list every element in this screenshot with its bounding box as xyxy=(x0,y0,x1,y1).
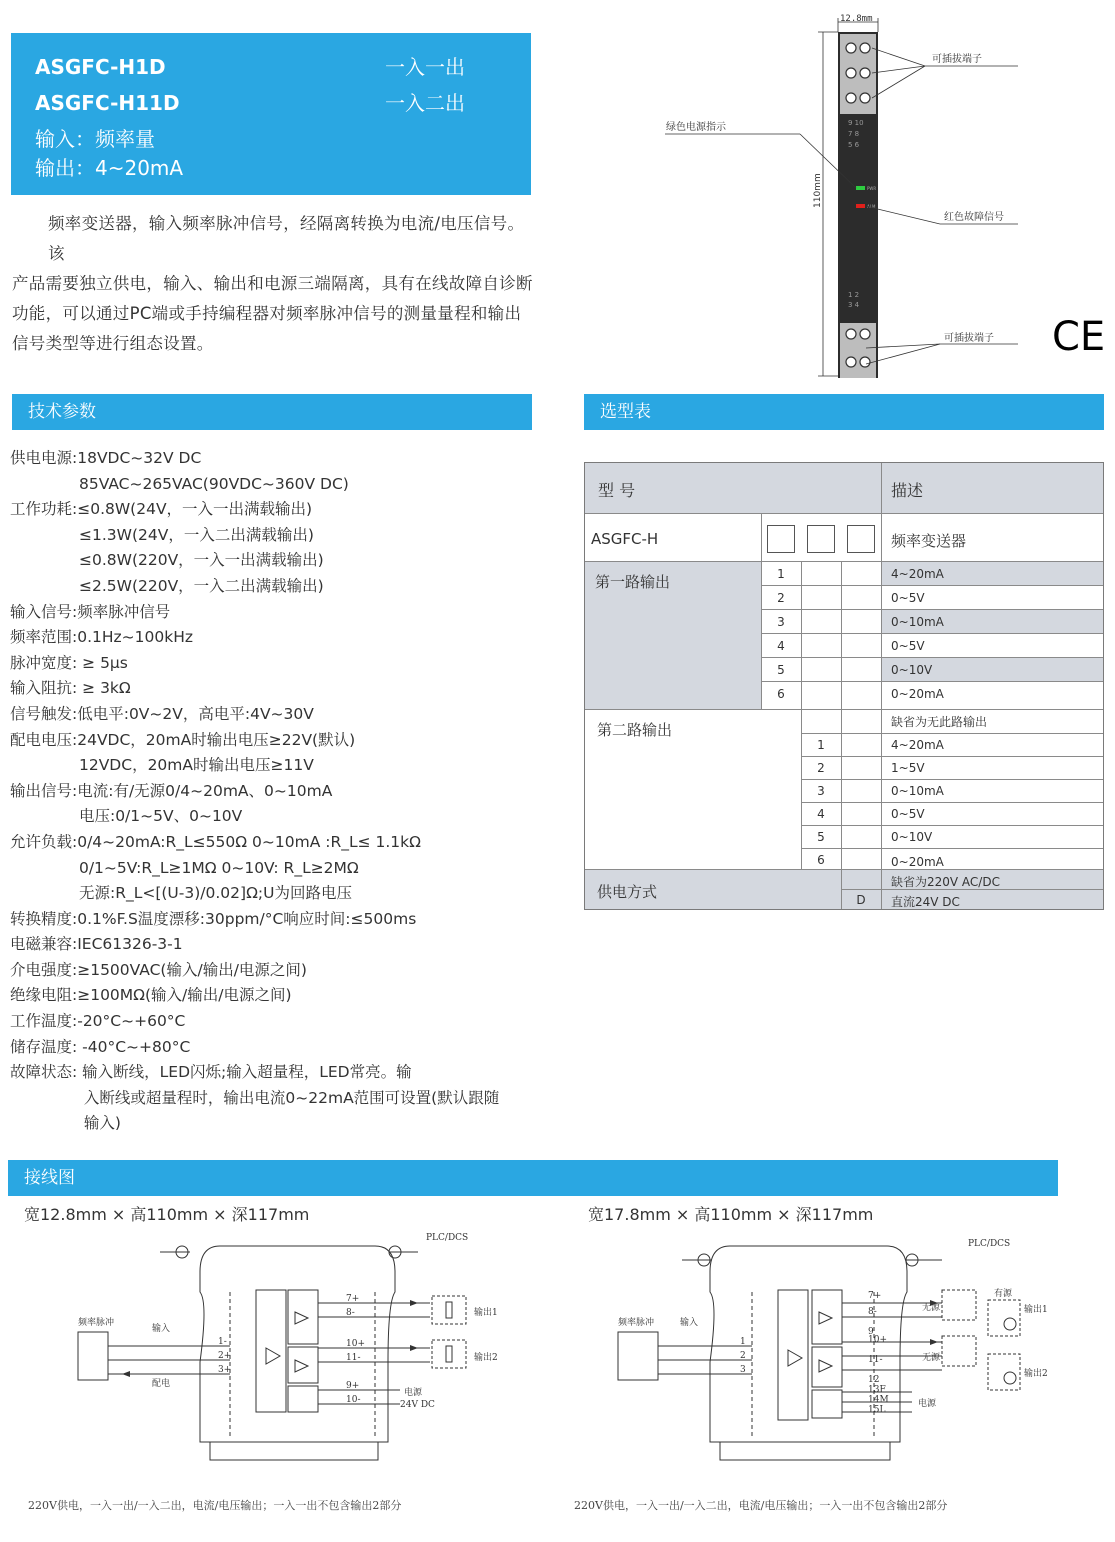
terminal-label: 14M xyxy=(868,1395,889,1405)
out2-desc: 0~20mA xyxy=(891,855,944,869)
out2-label: 第二路输出 xyxy=(597,721,673,739)
base-model: ASGFC-H xyxy=(591,530,659,548)
out1-desc: 4~20mA xyxy=(891,567,944,581)
out1-code: 2 xyxy=(777,591,785,605)
red-led-label: 红色故障信号 xyxy=(944,212,1004,223)
spec-line: ≤2.5W(220V，一入二出满载输出) xyxy=(10,576,324,595)
out2-code: 3 xyxy=(817,784,825,798)
terminal-label: 7+ xyxy=(868,1291,882,1301)
terminal-label: 8- xyxy=(868,1307,877,1317)
out1-code: 3 xyxy=(777,615,785,629)
terminal-numbers: 7 8 xyxy=(848,130,860,138)
out1-desc: 0~5V xyxy=(891,591,925,605)
terminal-label: 2 xyxy=(740,1351,746,1361)
model-h1d: ASGFC-H1D xyxy=(35,55,166,79)
left-footnote: 220V供电，一入一出/一入二出，电流/电压输出；一入一出不包含输出2部分 xyxy=(28,1499,402,1512)
passive-label: 无源 xyxy=(922,1303,941,1313)
power-label: 供电方式 xyxy=(597,883,658,901)
active-label: 有源 xyxy=(994,1289,1013,1299)
power-default: 缺省为220V AC/DC xyxy=(891,875,1000,889)
spec-line: 入断线或超量程时，输出电流0~22mA范围可设置(默认跟随 xyxy=(10,1088,500,1107)
terminal-label: 12 xyxy=(868,1375,880,1385)
model-h11d: ASGFC-H11D xyxy=(35,91,180,115)
out1-code: 1 xyxy=(777,567,785,581)
out1-code: 5 xyxy=(777,663,785,677)
red-led xyxy=(856,204,865,208)
left-dimensions: 宽12.8mm × 高110mm × 深117mm xyxy=(24,1205,310,1224)
terminal-label: 1- xyxy=(218,1337,227,1347)
terminal-numbers: 9 10 xyxy=(848,119,864,127)
spec-line: ≤0.8W(220V，一入一出满载输出) xyxy=(10,551,324,570)
spec-line: 输出信号:电流:有/无源0/4~20mA、0~10mA xyxy=(10,781,333,800)
input-type: 输入：频率量 xyxy=(35,127,155,151)
output2-label: 输出2 xyxy=(1024,1369,1048,1379)
terminal-numbers: 5 6 xyxy=(848,141,860,149)
out1-desc: 0~10V xyxy=(891,663,933,677)
spec-line: 无源:R_L<[(U-3)/0.02]Ω;U为回路电压 xyxy=(10,884,352,903)
terminal-label: 9 xyxy=(868,1327,874,1337)
alm-led-label: ALM xyxy=(867,204,876,209)
intro-line: 信号类型等进行组态设置。 xyxy=(12,334,214,353)
right-footnote: 220V供电，一入一出/一入二出，电流/电压输出；一入一出不包含输出2部分 xyxy=(574,1499,948,1512)
freq-pulse-label: 频率脉冲 xyxy=(618,1318,655,1328)
out2-desc: 0~10V xyxy=(891,830,933,844)
code-box xyxy=(767,525,795,553)
terminal-label: 9+ xyxy=(346,1381,360,1391)
ce-mark: CE xyxy=(1052,314,1106,360)
spec-line: 故障状态: 输入断线，LED闪烁;输入超量程，LED常亮。输 xyxy=(10,1063,412,1082)
out1-desc: 0~10mA xyxy=(891,615,944,629)
code-box xyxy=(847,525,875,553)
spec-line: 信号触发:低电平:0V~2V，高电平:4V~30V xyxy=(10,704,314,723)
device-height-label: 110mm xyxy=(813,173,823,208)
pluggable-terminal-top-label: 可插拔端子 xyxy=(932,54,982,65)
spec-line: 工作功耗:≤0.8W(24V，一入一出满载输出) xyxy=(10,500,313,519)
intro-paragraph xyxy=(12,209,537,359)
spec-line: 输入阻抗: ≥ 3kΩ xyxy=(10,679,131,698)
spec-line: 电压:0/1~5V、0~10V xyxy=(10,807,243,826)
power-dist-label: 配电 xyxy=(152,1379,171,1389)
spec-line: 储存温度: -40°C~+80°C xyxy=(10,1037,191,1056)
pluggable-terminal-bottom-label: 可插拔端子 xyxy=(944,333,994,344)
out2-default: 缺省为无此路输出 xyxy=(891,715,988,729)
out2-code: 2 xyxy=(817,761,825,775)
tech-specs xyxy=(10,446,545,1137)
base-desc: 频率变送器 xyxy=(891,532,967,550)
terminal-label: 10+ xyxy=(346,1339,365,1349)
terminal-numbers: 1 2 xyxy=(848,291,860,299)
col-desc: 描述 xyxy=(891,481,924,500)
out2-code: 1 xyxy=(817,738,825,752)
terminal-label: 15L xyxy=(868,1405,886,1415)
intro-line: 频率变送器，输入频率脉冲信号，经隔离转换为电流/电压信号。该 xyxy=(48,214,525,263)
terminal-label: 11- xyxy=(346,1353,361,1363)
power-label: 电源 xyxy=(918,1399,937,1409)
product-header xyxy=(11,33,531,195)
terminal-label: 10- xyxy=(346,1395,361,1405)
terminal-label: 8- xyxy=(346,1308,355,1318)
col-model: 型 号 xyxy=(598,481,636,500)
spec-line: 输入) xyxy=(10,1114,121,1133)
out2-desc: 0~5V xyxy=(891,807,925,821)
selection-table-header: 选型表 xyxy=(584,394,1104,430)
terminal-label: 2+ xyxy=(218,1351,232,1361)
wiring-header: 接线图 xyxy=(8,1160,1058,1196)
spec-line: 85VAC~265VAC(90VDC~360V DC) xyxy=(10,474,349,493)
out1-desc: 0~20mA xyxy=(891,687,944,701)
right-dimensions: 宽17.8mm × 高110mm × 深117mm xyxy=(588,1205,874,1224)
out2-desc: 0~10mA xyxy=(891,784,944,798)
terminal-label: 1 xyxy=(740,1337,746,1347)
terminal-numbers: 3 4 xyxy=(848,301,860,309)
spec-line: 介电强度:≥1500VAC(输入/输出/电源之间) xyxy=(10,960,307,979)
spec-line: 输入信号:频率脉冲信号 xyxy=(10,602,171,621)
spec-line: 供电电源:18VDC~32V DC xyxy=(10,449,202,467)
out2-code: 5 xyxy=(817,830,825,844)
out1-code: 4 xyxy=(777,639,785,653)
wiring-diagram-dual xyxy=(612,1232,1062,1480)
plc-label: PLC/DCS xyxy=(968,1239,1011,1249)
spec-line: 电磁兼容:IEC61326-3-1 xyxy=(10,935,183,954)
output-type: 输出：4~20mA xyxy=(35,156,184,180)
power-code: D xyxy=(856,893,866,907)
device-width-label: 12.8mm xyxy=(840,14,873,24)
out1-label: 第一路输出 xyxy=(595,573,671,591)
tech-params-header: 技术参数 xyxy=(12,394,532,430)
pwr-led-label: PWR xyxy=(867,186,877,191)
out2-code: 6 xyxy=(817,853,825,867)
spec-line: 频率范围:0.1Hz~100kHz xyxy=(10,628,194,647)
terminal-label: 13F xyxy=(868,1385,886,1395)
terminal-label: 3 xyxy=(740,1365,746,1375)
out2-desc: 4~20mA xyxy=(891,738,944,752)
spec-line: 绝缘电阻:≥100MΩ(输入/输出/电源之间) xyxy=(10,986,292,1005)
power-label: 电源 xyxy=(404,1388,423,1398)
wiring-diagram-single xyxy=(70,1232,520,1480)
power-desc: 直流24V DC xyxy=(891,895,960,909)
spec-line: 允许负载:0/4~20mA:R_L≤550Ω 0~10mA :R_L≤ 1.1kΩ xyxy=(10,832,421,851)
out1-desc: 0~5V xyxy=(891,639,925,653)
terminal-label: 7+ xyxy=(346,1294,360,1304)
intro-line: 产品需要独立供电，输入、输出和电源三端隔离，具有在线故障自诊断 xyxy=(12,274,533,293)
code-box xyxy=(807,525,835,553)
model-h1d-desc: 一入一出 xyxy=(385,55,465,79)
out2-desc: 1~5V xyxy=(891,761,925,775)
spec-line: 转换精度:0.1%F.S温度漂移:30ppm/°C响应时间:≤500ms xyxy=(10,909,417,928)
input-label: 输入 xyxy=(152,1324,171,1334)
terminal-label: 3+ xyxy=(218,1365,232,1375)
passive-label: 无源 xyxy=(922,1353,941,1363)
spec-line: 脉冲宽度: ≥ 5μs xyxy=(10,653,128,672)
plc-label: PLC/DCS xyxy=(426,1233,469,1243)
selection-table xyxy=(584,462,1104,910)
green-led-label: 绿色电源指示 xyxy=(666,122,726,133)
spec-line: 0/1~5V:R_L≥1MΩ 0~10V: R_L≥2MΩ xyxy=(10,858,359,877)
output1-label: 输出1 xyxy=(1024,1305,1048,1315)
spec-line: 12VDC，20mA时输出电压≥11V xyxy=(10,756,314,775)
out2-code: 4 xyxy=(817,807,825,821)
freq-pulse-label: 频率脉冲 xyxy=(78,1318,115,1328)
spec-line: ≤1.3W(24V，一入二出满载输出) xyxy=(10,525,314,544)
spec-line: 配电电压:24VDC，20mA时输出电压≥22V(默认) xyxy=(10,730,356,749)
model-h11d-desc: 一入二出 xyxy=(385,91,465,115)
intro-line: 功能，可以通过PC端或手持编程器对频率脉冲信号的测量量程和输出 xyxy=(12,304,522,323)
out1-code: 6 xyxy=(777,687,785,701)
device-illustration xyxy=(640,8,1110,383)
terminal-label: 10+ xyxy=(868,1335,887,1345)
spec-line: 工作温度:-20°C~+60°C xyxy=(10,1012,186,1031)
output2-label: 输出2 xyxy=(474,1353,498,1363)
input-label: 输入 xyxy=(680,1318,699,1328)
green-led xyxy=(856,186,865,190)
power-24v-label: 24V DC xyxy=(400,1400,435,1410)
terminal-label: 11- xyxy=(868,1355,883,1365)
output1-label: 输出1 xyxy=(474,1308,498,1318)
